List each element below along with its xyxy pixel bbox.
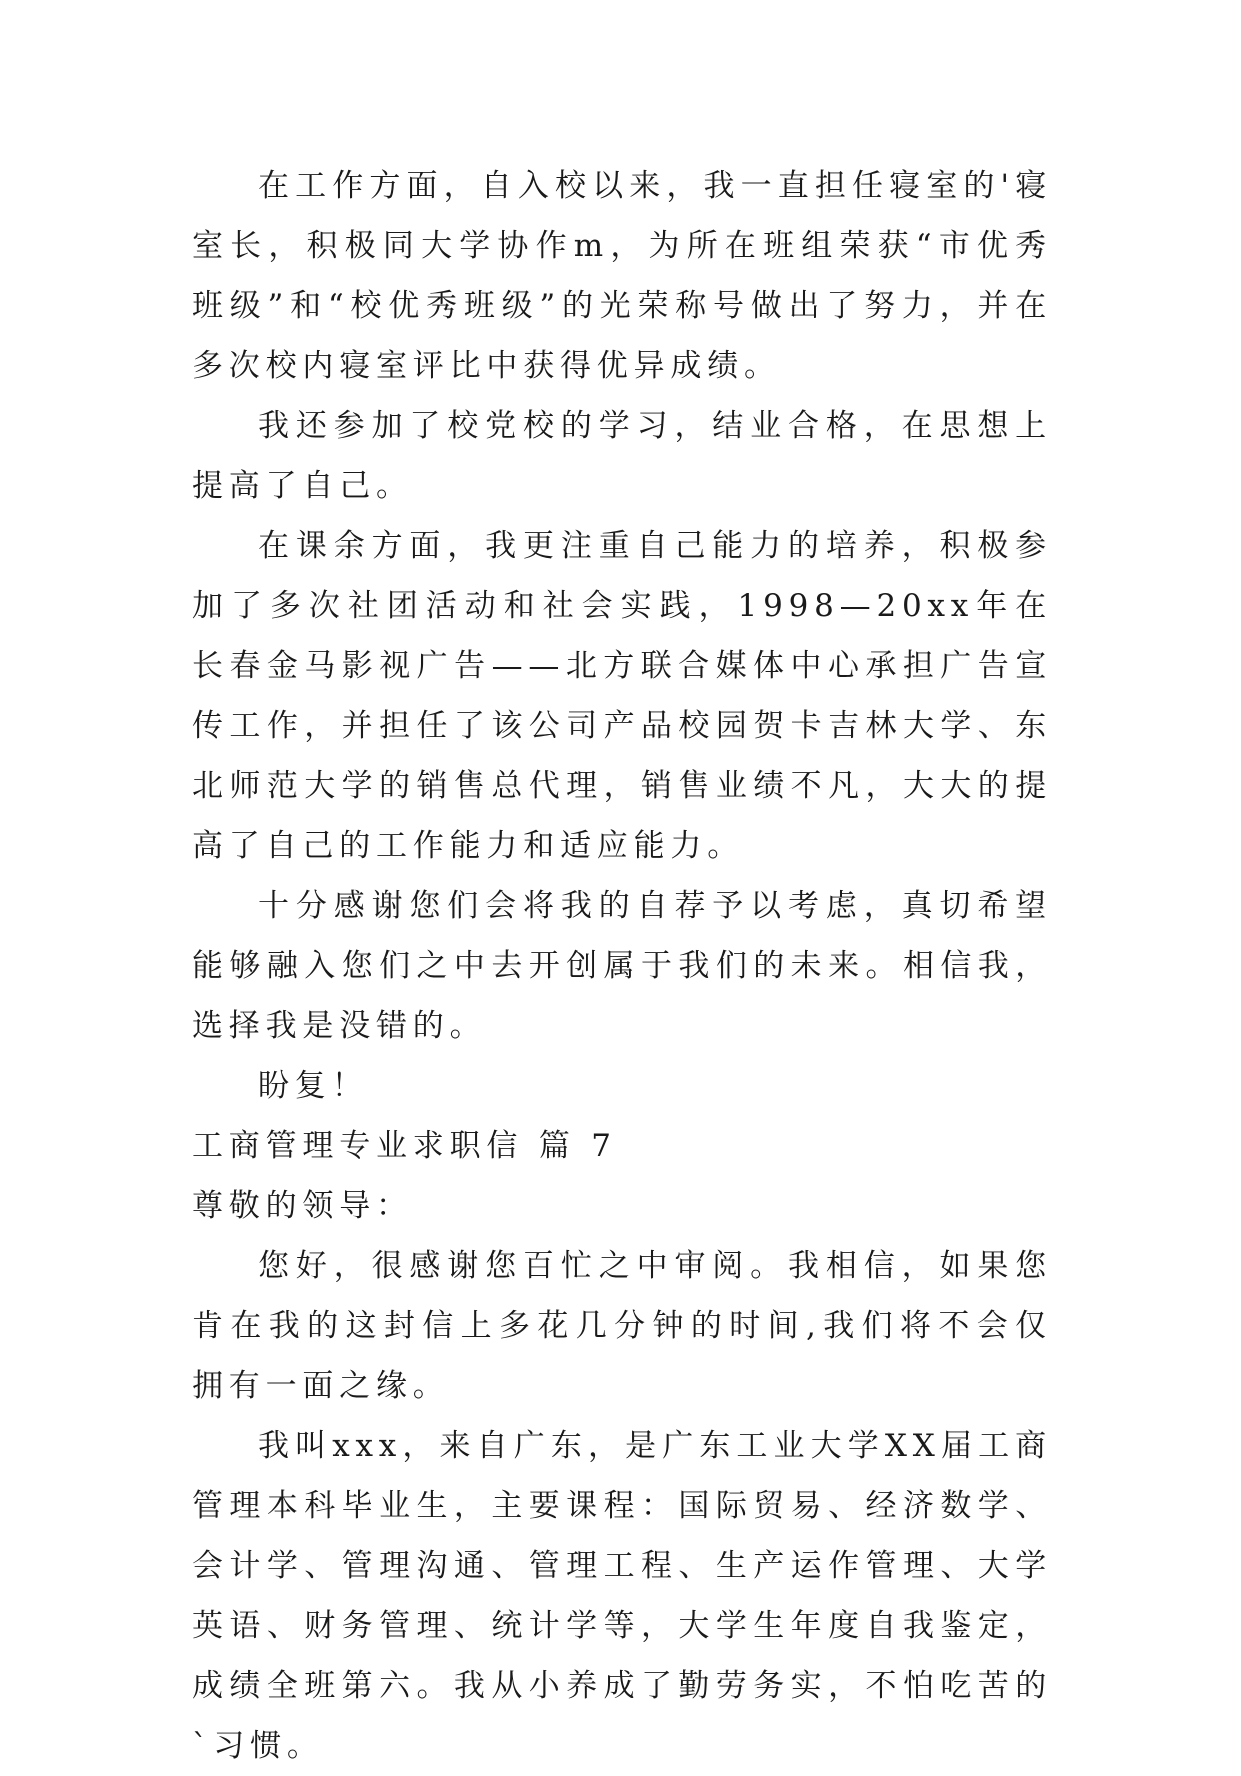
salutation: 尊敬的领导： <box>192 1188 413 1224</box>
paragraph-introduction: 我叫xxx，来自广东，是广东工业大学XX届工商管理本科毕业生，主要课程：国际贸易、经济数学、会计学、管理沟通、管理工程、生产运作管理、大学英语、财务管理、统计学等，大学生年度自我鉴定，成绩全班第六。我从小养成了勤劳务实，不怕吃苦的`习惯。 <box>192 1428 1052 1764</box>
paragraph-thanks: 十分感谢您们会将我的自荐予以考虑，真切希望能够融入您们之中去开创属于我们的未来。相信我，选择我是没错的。 <box>192 888 1052 1044</box>
paragraph-work: 在工作方面，自入校以来，我一直担任寝室的'寝室长，积极同大学协作m，为所在班组荣获“市优秀班级”和“校优秀班级”的光荣称号做出了努力，并在多次校内寝室评比中获得优异成绩。 <box>192 168 1052 384</box>
paragraph-party-school: 我还参加了校党校的学习，结业合格，在思想上提高了自己。 <box>192 408 1052 504</box>
paragraph-extracurricular: 在课余方面，我更注重自己能力的培养，积极参加了多次社团活动和社会实践，1998—20xx年在长春金马影视广告——北方联合媒体中心承担广告宣传工作，并担任了该公司产品校园贺卡吉林大学、东北师范大学的销售总代理，销售业绩不凡，大大的提高了自己的工作能力和适应能力。 <box>192 528 1052 864</box>
paragraph-greeting: 您好，很感谢您百忙之中审阅。我相信，如果您肯在我的这封信上多花几分钟的时间,我们将不会仅拥有一面之缘。 <box>192 1248 1052 1404</box>
closing: 盼复！ <box>258 1068 369 1104</box>
section-title: 工商管理专业求职信 篇 7 <box>192 1128 617 1164</box>
document-body <box>192 156 1052 1776</box>
